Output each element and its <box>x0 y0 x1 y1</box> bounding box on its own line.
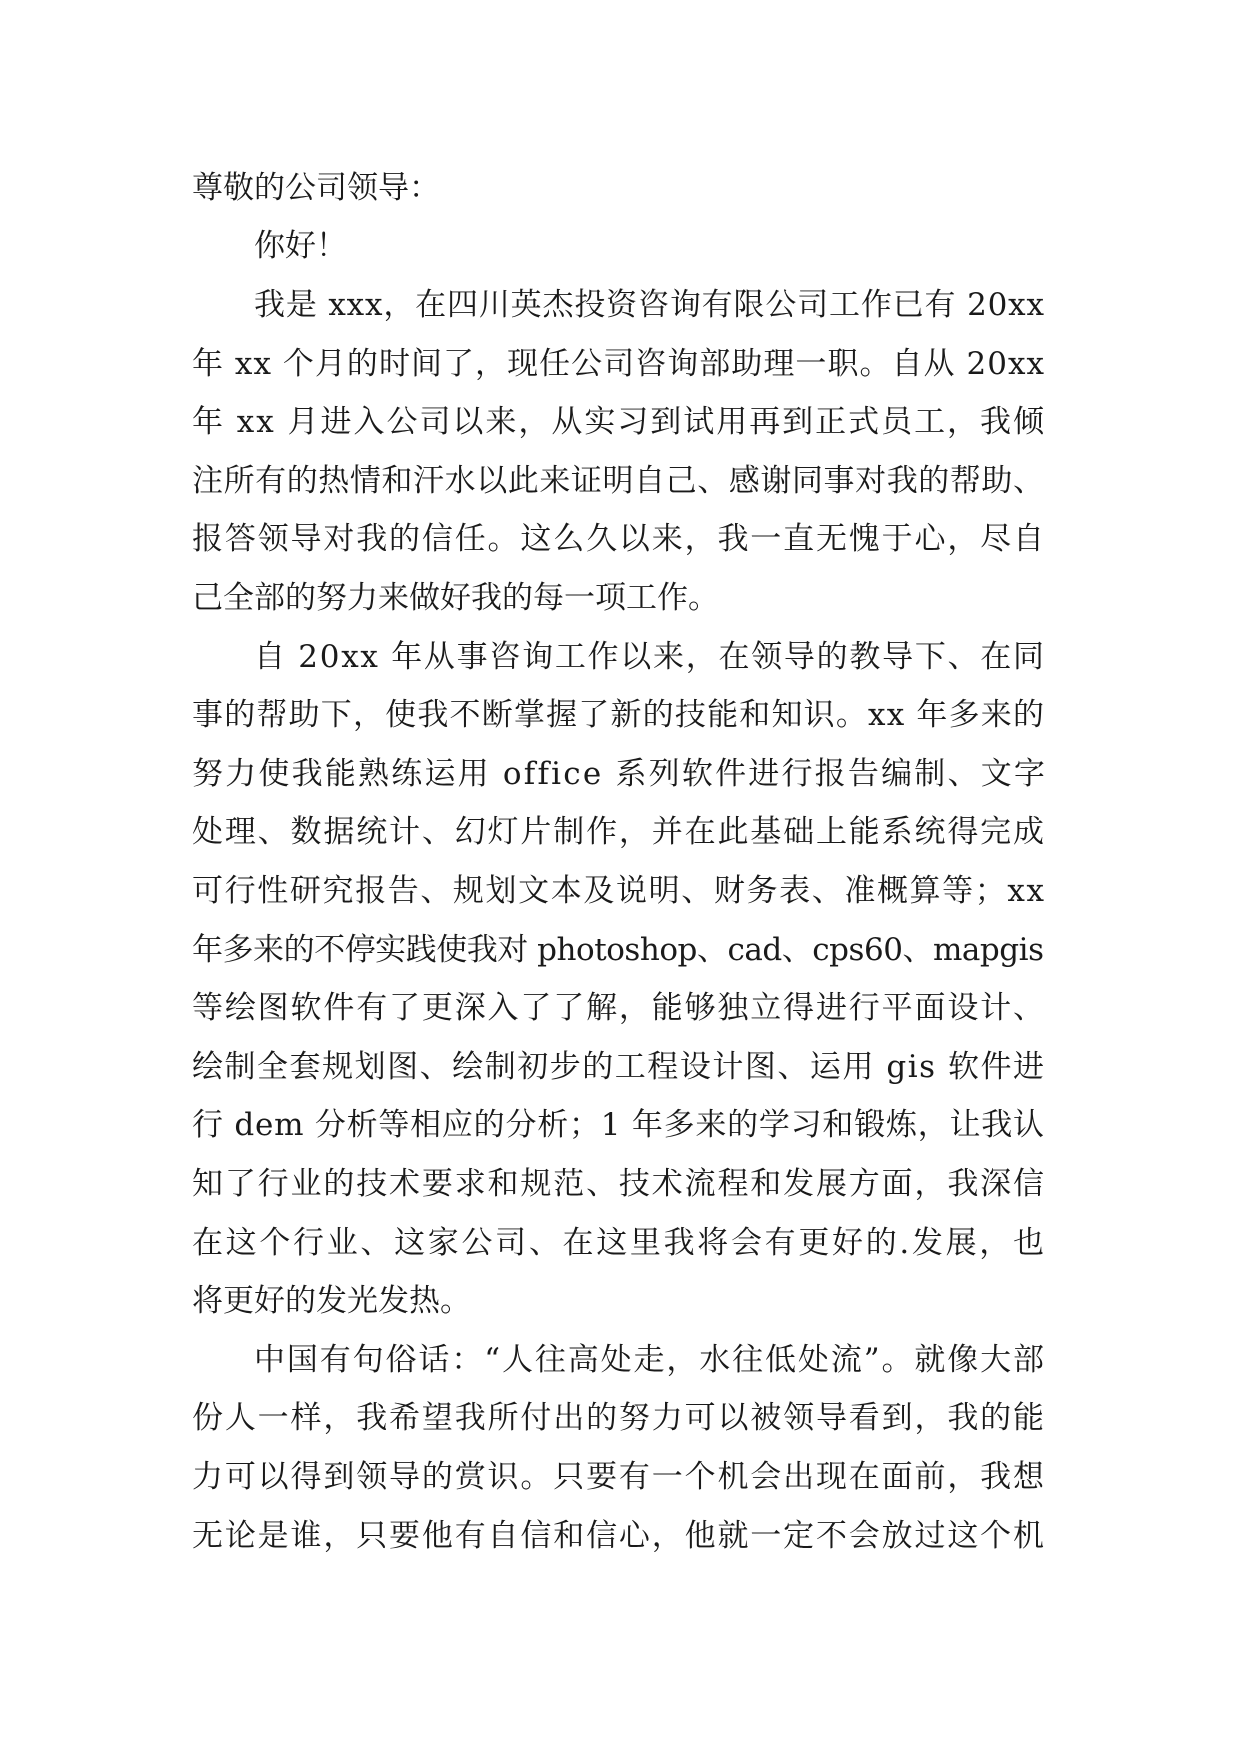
paragraph-line <box>0 810 1241 854</box>
paragraph-line <box>0 283 1241 327</box>
paragraph-line <box>0 459 1241 503</box>
paragraph-line <box>0 1279 1241 1323</box>
salutation: 尊敬的公司领导： <box>192 170 440 206</box>
body-text: 份人一样，我希望我所付出的努力可以被领导看到，我的能 <box>192 1400 1046 1436</box>
body-text: 己全部的努力来做好我的每一项工作。 <box>192 580 719 616</box>
paragraph-line <box>0 1455 1241 1499</box>
paragraph-line <box>0 576 1241 620</box>
body-text: 年 xx 个月的时间了，现任公司咨询部助理一职。自从 20xx <box>192 346 1046 382</box>
body-text: 无论是谁，只要他有自信和信心，他就一定不会放过这个机 <box>192 1518 1046 1554</box>
body-text: 将更好的发光发热。 <box>192 1283 471 1319</box>
body-text: 自 20xx 年从事咨询工作以来，在领导的教导下、在同 <box>254 639 1046 675</box>
paragraph-line <box>0 635 1241 679</box>
paragraph-line <box>0 1514 1241 1558</box>
paragraph-line <box>0 693 1241 737</box>
paragraph-line <box>0 1103 1241 1147</box>
body-text: 努力使我能熟练运用 office 系列软件进行报告编制、文字 <box>192 756 1048 792</box>
paragraph-line <box>0 928 1241 972</box>
body-text: 力可以得到领导的赏识。只要有一个机会出现在面前，我想 <box>192 1459 1046 1495</box>
paragraph-line <box>0 986 1241 1030</box>
greeting-line <box>0 224 1241 268</box>
body-text: 知了行业的技术要求和规范、技术流程和发展方面，我深信 <box>192 1166 1046 1202</box>
body-text: 行 dem 分析等相应的分析；1 年多来的学习和锻炼，让我认 <box>192 1107 1045 1143</box>
body-text: 年 xx 月进入公司以来，从实习到试用再到正式员工，我倾 <box>192 404 1046 440</box>
body-text: 绘制全套规划图、绘制初步的工程设计图、运用 gis 软件进 <box>192 1049 1046 1085</box>
body-text: 在这个行业、这家公司、在这里我将会有更好的.发展，也 <box>192 1225 1047 1261</box>
salutation-line <box>0 166 1241 210</box>
paragraph-line <box>0 342 1241 386</box>
paragraph-line <box>0 1396 1241 1440</box>
body-text: 我是 xxx，在四川英杰投资咨询有限公司工作已有 20xx <box>254 287 1045 323</box>
paragraph-line <box>0 1045 1241 1089</box>
body-text: 处理、数据统计、幻灯片制作，并在此基础上能系统得完成 <box>192 814 1046 850</box>
paragraph-line <box>0 1338 1241 1382</box>
body-text: 年多来的不停实践使我对 photoshop、cad、cps60、mapgis <box>192 932 1044 968</box>
paragraph-line <box>0 517 1241 561</box>
body-text: 事的帮助下，使我不断掌握了新的技能和知识。xx 年多来的 <box>192 697 1046 733</box>
body-text: 等绘图软件有了更深入了了解，能够独立得进行平面设计、 <box>192 990 1046 1026</box>
greeting: 你好！ <box>254 228 347 264</box>
paragraph-line <box>0 1221 1241 1265</box>
body-text: 报答领导对我的信任。这么久以来，我一直无愧于心，尽自 <box>192 521 1046 557</box>
paragraph-line <box>0 752 1241 796</box>
body-text: 中国有句俗话：“人往高处走，水往低处流”。就像大部 <box>254 1342 1046 1378</box>
body-text: 可行性研究报告、规划文本及说明、财务表、准概算等；xx <box>192 873 1046 909</box>
body-text: 注所有的热情和汗水以此来证明自己、感谢同事对我的帮助、 <box>192 463 1045 499</box>
paragraph-line <box>0 1162 1241 1206</box>
paragraph-line <box>0 400 1241 444</box>
paragraph-line <box>0 869 1241 913</box>
